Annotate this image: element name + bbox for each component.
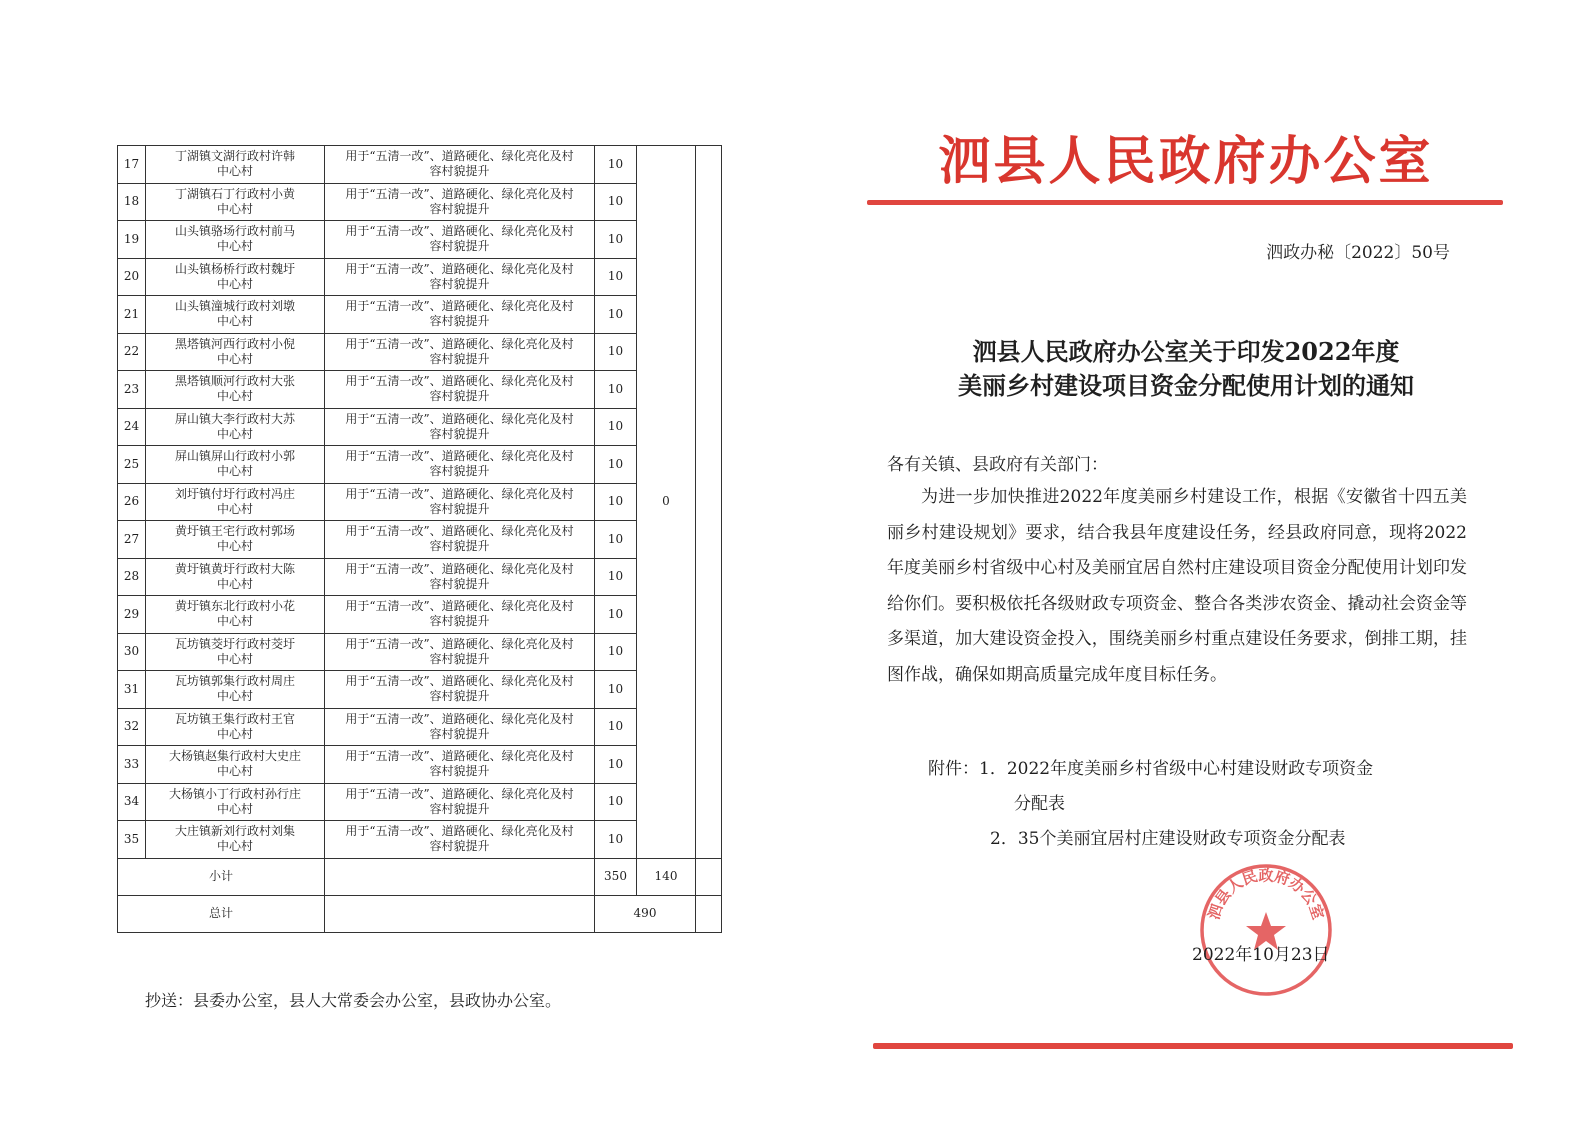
- village-name-line: 中心村: [216, 839, 253, 854]
- title-line-1: 泗县人民政府办公室关于印发2022年度: [972, 337, 1400, 366]
- village-name-line: 黄圩镇东北行政村小花: [174, 599, 295, 614]
- village-name-line: 山头镇潼城行政村刘墩: [174, 299, 295, 314]
- village-name-line: 中心村: [216, 501, 253, 516]
- amount: 10: [595, 146, 637, 184]
- fund-use-line: 容村貌提升: [429, 351, 490, 366]
- fund-use-line: 用于“五清一改”、道路硬化、绿化亮化及村: [345, 336, 574, 351]
- fund-use-line: 用于“五清一改”、道路硬化、绿化亮化及村: [345, 449, 574, 464]
- fund-use-line: 容村貌提升: [429, 239, 490, 254]
- row-number: 24: [118, 408, 146, 446]
- village-name-line: 大杨镇赵集行政村大史庄: [168, 749, 301, 764]
- village-name-line: 中心村: [216, 801, 253, 816]
- table-row: [118, 671, 722, 709]
- issuing-organization: 泗县人民政府办公室: [938, 132, 1434, 192]
- red-divider-bottom: [873, 1043, 1513, 1049]
- village-name-line: 丁湖镇文湖行政村许韩: [174, 149, 295, 164]
- red-divider-top: [867, 200, 1503, 205]
- row-number: 27: [118, 521, 146, 559]
- village-name-line: 中心村: [216, 201, 253, 216]
- fund-use-line: 容村貌提升: [429, 576, 490, 591]
- row-number: 26: [118, 483, 146, 521]
- fund-use: [325, 446, 595, 484]
- fund-use: [325, 183, 595, 221]
- table-row: [118, 558, 722, 596]
- title-line-2: 美丽乡村建设项目资金分配使用计划的通知: [958, 371, 1414, 400]
- village-name-line: 山头镇杨桥行政村魏圩: [174, 261, 295, 276]
- subtotal-empty: [696, 858, 722, 895]
- fund-use-line: 容村貌提升: [429, 614, 490, 629]
- fund-use: [325, 821, 595, 859]
- amount: 10: [595, 671, 637, 709]
- document-title: [868, 335, 1504, 403]
- fund-use-line: 用于“五清一改”、道路硬化、绿化亮化及村: [345, 711, 574, 726]
- cc-line: 抄送：县委办公室，县人大常委会办公室，县政协办公室。: [145, 991, 562, 1010]
- fund-use: [325, 258, 595, 296]
- village-name-line: 山头镇骆场行政村前马: [174, 224, 295, 239]
- village-name: [146, 296, 325, 334]
- fund-use-line: 容村貌提升: [429, 801, 490, 816]
- row-number: 28: [118, 558, 146, 596]
- salutation: 各有关镇、县政府有关部门：: [887, 455, 1108, 475]
- fund-use-line: 容村貌提升: [429, 314, 490, 329]
- row-number: 32: [118, 708, 146, 746]
- subtotal-b: 140: [637, 858, 696, 895]
- fund-use-line: 用于“五清一改”、道路硬化、绿化亮化及村: [345, 411, 574, 426]
- village-name: [146, 821, 325, 859]
- fund-use: [325, 783, 595, 821]
- fund-use-line: 容村貌提升: [429, 726, 490, 741]
- issue-date: 2022年10月23日: [1192, 945, 1330, 965]
- table-row: [118, 446, 722, 484]
- village-name: [146, 633, 325, 671]
- total-empty: [696, 895, 722, 932]
- fund-use-line: 用于“五清一改”、道路硬化、绿化亮化及村: [345, 261, 574, 276]
- fund-use-line: 用于“五清一改”、道路硬化、绿化亮化及村: [345, 186, 574, 201]
- subtotal-a: 350: [595, 858, 637, 895]
- village-name-line: 瓦坊镇郭集行政村周庄: [174, 674, 295, 689]
- village-name-line: 黑塔镇顺河行政村大张: [174, 374, 295, 389]
- amount: 10: [595, 483, 637, 521]
- merged-amount: 0: [637, 146, 696, 859]
- amount: 10: [595, 408, 637, 446]
- attachments: [928, 752, 1373, 857]
- table-row: [118, 596, 722, 634]
- fund-use-line: 用于“五清一改”、道路硬化、绿化亮化及村: [345, 824, 574, 839]
- village-name-line: 瓦坊镇茭圩行政村茭圩: [174, 636, 295, 651]
- table-row: [118, 221, 722, 259]
- fund-use: [325, 521, 595, 559]
- fund-use: [325, 596, 595, 634]
- fund-use: [325, 408, 595, 446]
- subtotal-blank: [325, 858, 595, 895]
- village-name: [146, 146, 325, 184]
- amount: 10: [595, 446, 637, 484]
- table-row: [118, 783, 722, 821]
- village-name: [146, 446, 325, 484]
- village-name: [146, 558, 325, 596]
- row-number: 20: [118, 258, 146, 296]
- table-row: [118, 521, 722, 559]
- village-name-line: 瓦坊镇王集行政村王官: [174, 711, 295, 726]
- amount: 10: [595, 633, 637, 671]
- village-name-line: 大庄镇新刘行政村刘集: [174, 824, 295, 839]
- village-name: [146, 708, 325, 746]
- village-name: [146, 333, 325, 371]
- fund-use-line: 容村貌提升: [429, 651, 490, 666]
- row-number: 33: [118, 746, 146, 784]
- amount: 10: [595, 333, 637, 371]
- fund-use-line: 容村貌提升: [429, 501, 490, 516]
- fund-use-line: 容村貌提升: [429, 464, 490, 479]
- village-name-line: 中心村: [216, 726, 253, 741]
- svg-text:泗县人民政府办公室: 泗县人民政府办公室: [1204, 866, 1328, 922]
- village-name-line: 中心村: [216, 426, 253, 441]
- table-row: [118, 483, 722, 521]
- table-body: [118, 146, 722, 933]
- village-name: [146, 408, 325, 446]
- fund-use: [325, 746, 595, 784]
- table-row: [118, 746, 722, 784]
- fund-use: [325, 371, 595, 409]
- fund-use-line: 容村貌提升: [429, 539, 490, 554]
- amount: 10: [595, 708, 637, 746]
- fund-use-line: 用于“五清一改”、道路硬化、绿化亮化及村: [345, 561, 574, 576]
- table-row: [118, 258, 722, 296]
- village-name: [146, 483, 325, 521]
- fund-use-line: 用于“五清一改”、道路硬化、绿化亮化及村: [345, 299, 574, 314]
- table-row: [118, 183, 722, 221]
- amount: 10: [595, 521, 637, 559]
- village-name: [146, 521, 325, 559]
- table-row: [118, 821, 722, 859]
- village-name-line: 丁湖镇石丁行政村小黄: [174, 186, 295, 201]
- subtotal-row: [118, 858, 722, 895]
- row-number: 35: [118, 821, 146, 859]
- fund-use: [325, 221, 595, 259]
- subtotal-label: 小计: [118, 858, 325, 895]
- table-row: [118, 633, 722, 671]
- fund-use-line: 容村貌提升: [429, 426, 490, 441]
- fund-use-line: 用于“五清一改”、道路硬化、绿化亮化及村: [345, 149, 574, 164]
- fund-use-line: 用于“五清一改”、道路硬化、绿化亮化及村: [345, 524, 574, 539]
- village-name: [146, 596, 325, 634]
- village-name-line: 中心村: [216, 539, 253, 554]
- village-name-line: 中心村: [216, 239, 253, 254]
- village-name: [146, 746, 325, 784]
- village-name-line: 中心村: [216, 164, 253, 179]
- attachment-1: 附件：1．2022年度美丽乡村省级中心村建设财政专项资金: [928, 759, 1374, 779]
- row-number: 19: [118, 221, 146, 259]
- village-name: [146, 783, 325, 821]
- amount: 10: [595, 258, 637, 296]
- village-name: [146, 183, 325, 221]
- row-number: 34: [118, 783, 146, 821]
- table-row: [118, 708, 722, 746]
- body-paragraph: 为进一步加快推进2022年度美丽乡村建设工作，根据《安徽省十四五美丽乡村建设规划》要求，结合我县年度建设任务，经县政府同意，现将2022年度美丽乡村省级中心村及美丽宜居自然村庄建设项目资金分配使用计划印发给你们。要积极依托各级财政专项资金、整合各类涉农资金、撬动社会资金等多渠道，加大建设资金投入，围绕美丽乡村重点建设任务要求，倒排工期，挂图作战，确保如期高质量完成年度目标任务。: [887, 487, 1467, 685]
- fund-use: [325, 296, 595, 334]
- table-row: [118, 371, 722, 409]
- table-row: [118, 333, 722, 371]
- fund-use-line: 用于“五清一改”、道路硬化、绿化亮化及村: [345, 786, 574, 801]
- fund-use-line: 用于“五清一改”、道路硬化、绿化亮化及村: [345, 749, 574, 764]
- attachment-2: 2．35个美丽宜居村庄建设财政专项资金分配表: [990, 829, 1346, 849]
- fund-use-line: 容村貌提升: [429, 201, 490, 216]
- row-number: 31: [118, 671, 146, 709]
- village-name-line: 屏山镇屏山行政村小郭: [174, 449, 295, 464]
- row-number: 18: [118, 183, 146, 221]
- allocation-table: [117, 145, 722, 933]
- village-name-line: 中心村: [216, 276, 253, 291]
- fund-use-line: 容村貌提升: [429, 839, 490, 854]
- amount: 10: [595, 821, 637, 859]
- village-name-line: 黑塔镇河西行政村小倪: [174, 336, 295, 351]
- fund-use-line: 用于“五清一改”、道路硬化、绿化亮化及村: [345, 599, 574, 614]
- village-name-line: 中心村: [216, 689, 253, 704]
- total-value: 490: [595, 895, 696, 932]
- village-name-line: 刘圩镇付圩行政村冯庄: [174, 486, 295, 501]
- table-row: [118, 408, 722, 446]
- total-label: 总计: [118, 895, 325, 932]
- row-number: 23: [118, 371, 146, 409]
- village-name: [146, 371, 325, 409]
- village-name-line: 中心村: [216, 764, 253, 779]
- table-row: [118, 146, 722, 184]
- fund-use-line: 用于“五清一改”、道路硬化、绿化亮化及村: [345, 486, 574, 501]
- fund-use-line: 用于“五清一改”、道路硬化、绿化亮化及村: [345, 636, 574, 651]
- row-number: 21: [118, 296, 146, 334]
- village-name-line: 中心村: [216, 314, 253, 329]
- village-name-line: 中心村: [216, 389, 253, 404]
- village-name: [146, 221, 325, 259]
- fund-use-line: 用于“五清一改”、道路硬化、绿化亮化及村: [345, 674, 574, 689]
- fund-use-line: 容村貌提升: [429, 389, 490, 404]
- empty-column: [696, 146, 722, 859]
- village-name-line: 屏山镇大李行政村大苏: [174, 411, 295, 426]
- village-name-line: 中心村: [216, 614, 253, 629]
- amount: 10: [595, 746, 637, 784]
- table-row: [118, 296, 722, 334]
- row-number: 30: [118, 633, 146, 671]
- fund-use-line: 容村貌提升: [429, 164, 490, 179]
- amount: 10: [595, 371, 637, 409]
- fund-use-line: 容村貌提升: [429, 764, 490, 779]
- village-name-line: 中心村: [216, 464, 253, 479]
- amount: 10: [595, 183, 637, 221]
- amount: 10: [595, 558, 637, 596]
- village-name-line: 中心村: [216, 351, 253, 366]
- amount: 10: [595, 221, 637, 259]
- fund-use: [325, 146, 595, 184]
- village-name-line: 黄圩镇黄圩行政村大陈: [174, 561, 295, 576]
- village-name-line: 中心村: [216, 651, 253, 666]
- fund-use-line: 用于“五清一改”、道路硬化、绿化亮化及村: [345, 224, 574, 239]
- row-number: 22: [118, 333, 146, 371]
- village-name: [146, 258, 325, 296]
- fund-use: [325, 633, 595, 671]
- total-blank: [325, 895, 595, 932]
- fund-use: [325, 483, 595, 521]
- fund-use-line: 容村貌提升: [429, 276, 490, 291]
- amount: 10: [595, 783, 637, 821]
- village-name-line: 大杨镇小丁行政村孙行庄: [168, 786, 301, 801]
- attachment-1-continued: 分配表: [1014, 794, 1065, 814]
- total-row: [118, 895, 722, 932]
- fund-use-line: 用于“五清一改”、道路硬化、绿化亮化及村: [345, 374, 574, 389]
- village-name-line: 中心村: [216, 576, 253, 591]
- fund-use: [325, 671, 595, 709]
- row-number: 29: [118, 596, 146, 634]
- official-seal-icon: [1196, 860, 1336, 1000]
- village-name-line: 黄圩镇王宅行政村郭场: [174, 524, 295, 539]
- village-name: [146, 671, 325, 709]
- amount: 10: [595, 596, 637, 634]
- fund-use-line: 容村貌提升: [429, 689, 490, 704]
- fund-use: [325, 708, 595, 746]
- document-number: 泗政办秘〔2022〕50号: [1266, 243, 1450, 263]
- amount: 10: [595, 296, 637, 334]
- fund-use: [325, 558, 595, 596]
- row-number: 17: [118, 146, 146, 184]
- fund-use: [325, 333, 595, 371]
- row-number: 25: [118, 446, 146, 484]
